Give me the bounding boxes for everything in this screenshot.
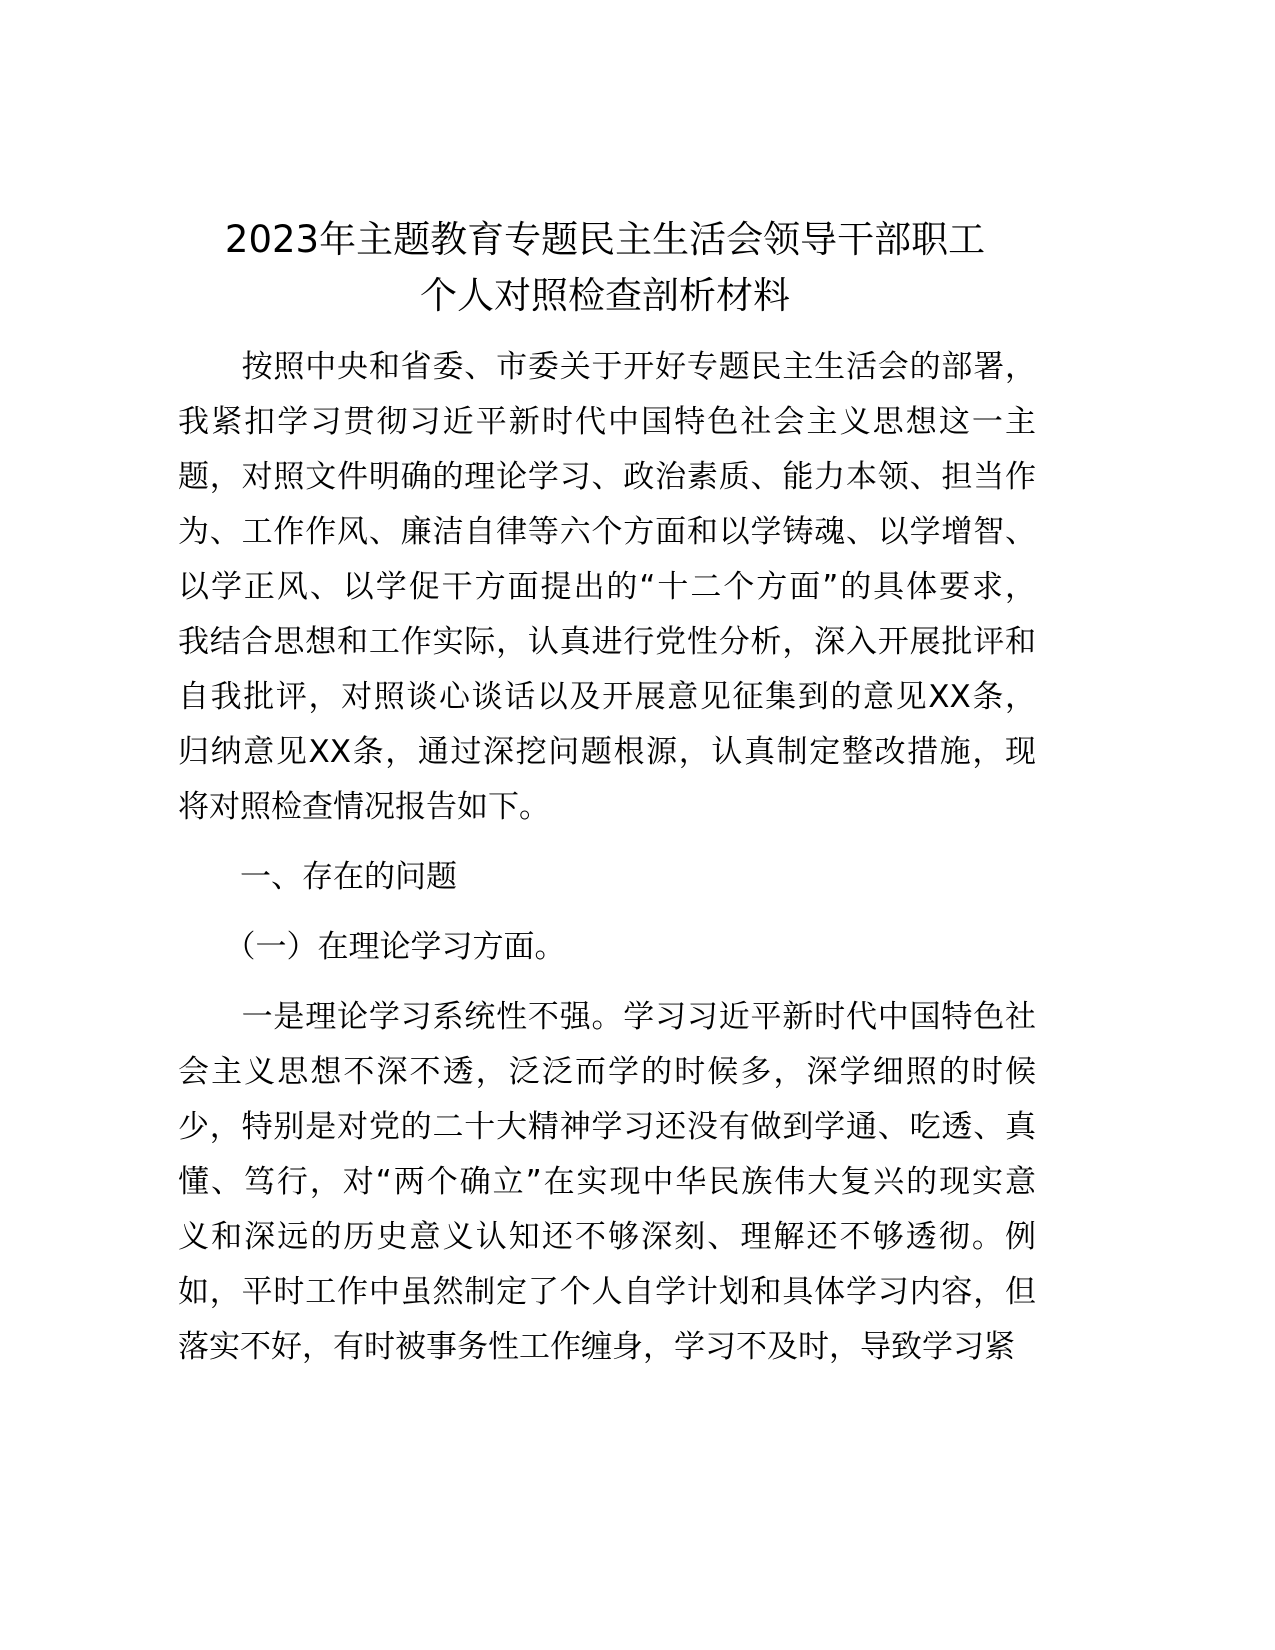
text-line: 落实不好，有时被事务性工作缠身，学习不及时，导致学习紧 [178, 1329, 1015, 1365]
text-line: 会主义思想不深不透，泛泛而学的时候多，深学细照的时候 [178, 1054, 1036, 1090]
text-line: 以学正风、以学促干方面提出的“十二个方面”的具体要求， [178, 569, 1036, 605]
text-line: 如，平时工作中虽然制定了个人自学计划和具体学习内容，但 [178, 1274, 1036, 1310]
text-line: 我结合思想和工作实际，认真进行党性分析，深入开展批评和 [178, 624, 1036, 660]
section-heading [178, 920, 1036, 975]
text-line: 自我批评，对照谈心谈话以及开展意见征集到的意见XX条， [178, 679, 1036, 715]
paragraph-gap [178, 835, 1036, 850]
text-line: 我紧扣学习贯彻习近平新时代中国特色社会主义思想这一主 [178, 404, 1036, 440]
text-line: 懂、笃行，对“两个确立”在实现中华民族伟大复兴的现实意 [178, 1164, 1036, 1200]
text-line: 为、工作作风、廉洁自律等六个方面和以学铸魂、以学增智、 [178, 514, 1036, 550]
paragraph-gap [178, 905, 1036, 920]
body-paragraph [178, 340, 1036, 835]
section-heading [178, 850, 1036, 905]
document-body [178, 340, 1036, 1375]
text-line: 归纳意见XX条，通过深挖问题根源，认真制定整改措施，现 [178, 734, 1036, 770]
text-line: 将对照检查情况报告如下。 [178, 789, 550, 825]
text-line: 题，对照文件明确的理论学习、政治素质、能力本领、担当作 [178, 459, 1036, 495]
text-line: 义和深远的历史意义认知还不够深刻、理解还不够透彻。例 [178, 1219, 1036, 1255]
paragraph-gap [178, 975, 1036, 990]
text-line: 一是理论学习系统性不强。学习习近平新时代中国特色社 [178, 999, 1036, 1035]
text-line: （一）在理论学习方面。 [178, 929, 566, 965]
body-paragraph [178, 990, 1036, 1375]
text-line: 少，特别是对党的二十大精神学习还没有做到学通、吃透、真 [178, 1109, 1036, 1145]
title-line-1: 2023年主题教育专题民主生活会领导干部职工 [224, 218, 986, 261]
document-title [0, 212, 1210, 324]
title-line-2: 个人对照检查剖析材料 [420, 274, 790, 317]
text-line: 一、存在的问题 [178, 859, 457, 895]
text-line: 按照中央和省委、市委关于开好专题民主生活会的部署， [178, 349, 1036, 385]
